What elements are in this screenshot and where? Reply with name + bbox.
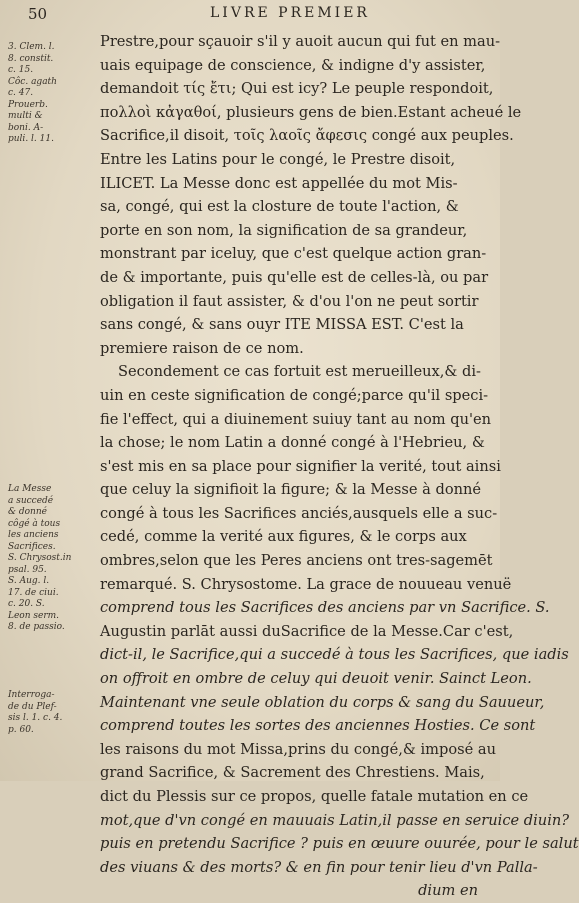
- text-line: Secondement ce cas fortuit est merueilleux,& di-: [118, 363, 481, 381]
- text-line: Entre les Latins pour le congé, le Prestre disoit,: [100, 150, 456, 168]
- text-line: cedé, comme la verité aux figures, & le corps aux: [100, 528, 467, 546]
- text-line: sans congé, & sans ouyr ITE MISSA EST. C'est la: [100, 316, 464, 334]
- body-text: [100, 30, 579, 903]
- text-line: grand Sacrifice, & Sacrement des Chrestiens. Mais,: [100, 764, 485, 782]
- margin-note-messe: La Messe a succedé & donné côgé à tous les anciens Sacrifices. S. Chrysost.in psal. 95. S. Aug. l. 17. de ciui. c. 20. S. Leon serm. 8. de passio.: [8, 484, 72, 632]
- text-line: on offroit en ombre de celuy qui deuoit venir. Sainct Leon.: [100, 670, 532, 688]
- text-line: Maintenant vne seule oblation du corps & sang du Sauueur,: [100, 693, 545, 711]
- text-line: Augustin parlāt aussi duSacrifice de la Messe.Car c'est,: [100, 622, 514, 640]
- text-line: dium en: [418, 882, 478, 900]
- margin-notes: [8, 0, 98, 781]
- text-line: que celuy la signifioit la figure; & la Messe à donné: [100, 481, 482, 499]
- text-line: uin en ceste signification de congé;parce qu'il speci-: [100, 386, 489, 404]
- text-line: fie l'effect, qui a diuinement suiuy tant au nom qu'en: [100, 410, 492, 428]
- text-line: obligation il faut assister, & d'ou l'on ne peut sortir: [100, 292, 479, 310]
- margin-note-citations: 3. Clem. l. 8. constit. c. 15. Côc. agath c. 47. Prouerb. multi & boni. A- puli. l. 11.: [8, 42, 57, 144]
- text-line: πολλοὶ κἀγαθοί, plusieurs gens de bien.Estant acheué le: [100, 103, 522, 121]
- text-line: premiere raison de ce nom.: [100, 339, 304, 357]
- text-line: Sacrifice,il disoit, τοῖς λαοῖς ἄφεσις congé aux peuples.: [100, 127, 514, 145]
- text-line: comprend tous les Sacrifices des anciens par vn Sacrifice. S.: [100, 599, 550, 617]
- text-line: puis en pretendu Sacrifice ? puis en œuure ouurée, pour le salut: [100, 835, 579, 853]
- text-line: congé à tous les Sacrifices anciés,ausquels elle a suc-: [100, 504, 498, 522]
- text-line: la chose; le nom Latin a donné congé à l'Hebrieu, &: [100, 434, 485, 452]
- text-line: dict-il, le Sacrifice,qui a succedé à tous les Sacrifices, que iadis: [100, 646, 569, 664]
- text-line: sa, congé, qui est la closture de toute l'action, &: [100, 198, 459, 216]
- text-line: remarqué. S. Chrysostome. La grace de nouueau venuë: [100, 575, 512, 593]
- margin-note-plessis: Interroga- de du Plef- sis l. 1. c. 4. p. 60.: [8, 690, 63, 735]
- text-line: de & importante, puis qu'elle est de celles-là, ou par: [100, 268, 489, 286]
- text-line: porte en son nom, la signification de sa grandeur,: [100, 221, 468, 239]
- text-line: mot,que d'vn congé en mauuais Latin,il passe en seruice diuin?: [100, 811, 570, 829]
- page-number: 50: [28, 5, 48, 23]
- text-line: dict du Plessis sur ce propos, quelle fatale mutation en ce: [100, 788, 529, 805]
- text-line: des viuans & des morts? & en fin pour tenir lieu d'vn Palla-: [100, 858, 538, 876]
- text-line: comprend toutes les sortes des anciennes Hosties. Ce sont: [100, 717, 536, 735]
- text-line: les raisons du mot Missa,prins du congé,& imposé au: [100, 740, 497, 758]
- text-line: uais equipage de conscience, & indigne d'y assister,: [100, 56, 486, 74]
- text-line: Prestre,pour sçauoir s'il y auoit aucun qui fut en mau-: [100, 33, 501, 50]
- text-line: monstrant par iceluy, que c'est quelque action gran-: [100, 245, 487, 263]
- running-title: LIVRE PREMIER: [210, 5, 370, 21]
- text-line: ILICET. La Messe donc est appellée du mot Mis-: [100, 174, 458, 192]
- text-line: ombres,selon que les Peres anciens ont tres-sagemēt: [100, 552, 493, 570]
- text-line: demandoit τίς ἔτι; Qui est icy? Le peuple respondoit,: [100, 80, 494, 98]
- text-line: s'est mis en sa place pour signifier la verité, tout ainsi: [100, 457, 501, 475]
